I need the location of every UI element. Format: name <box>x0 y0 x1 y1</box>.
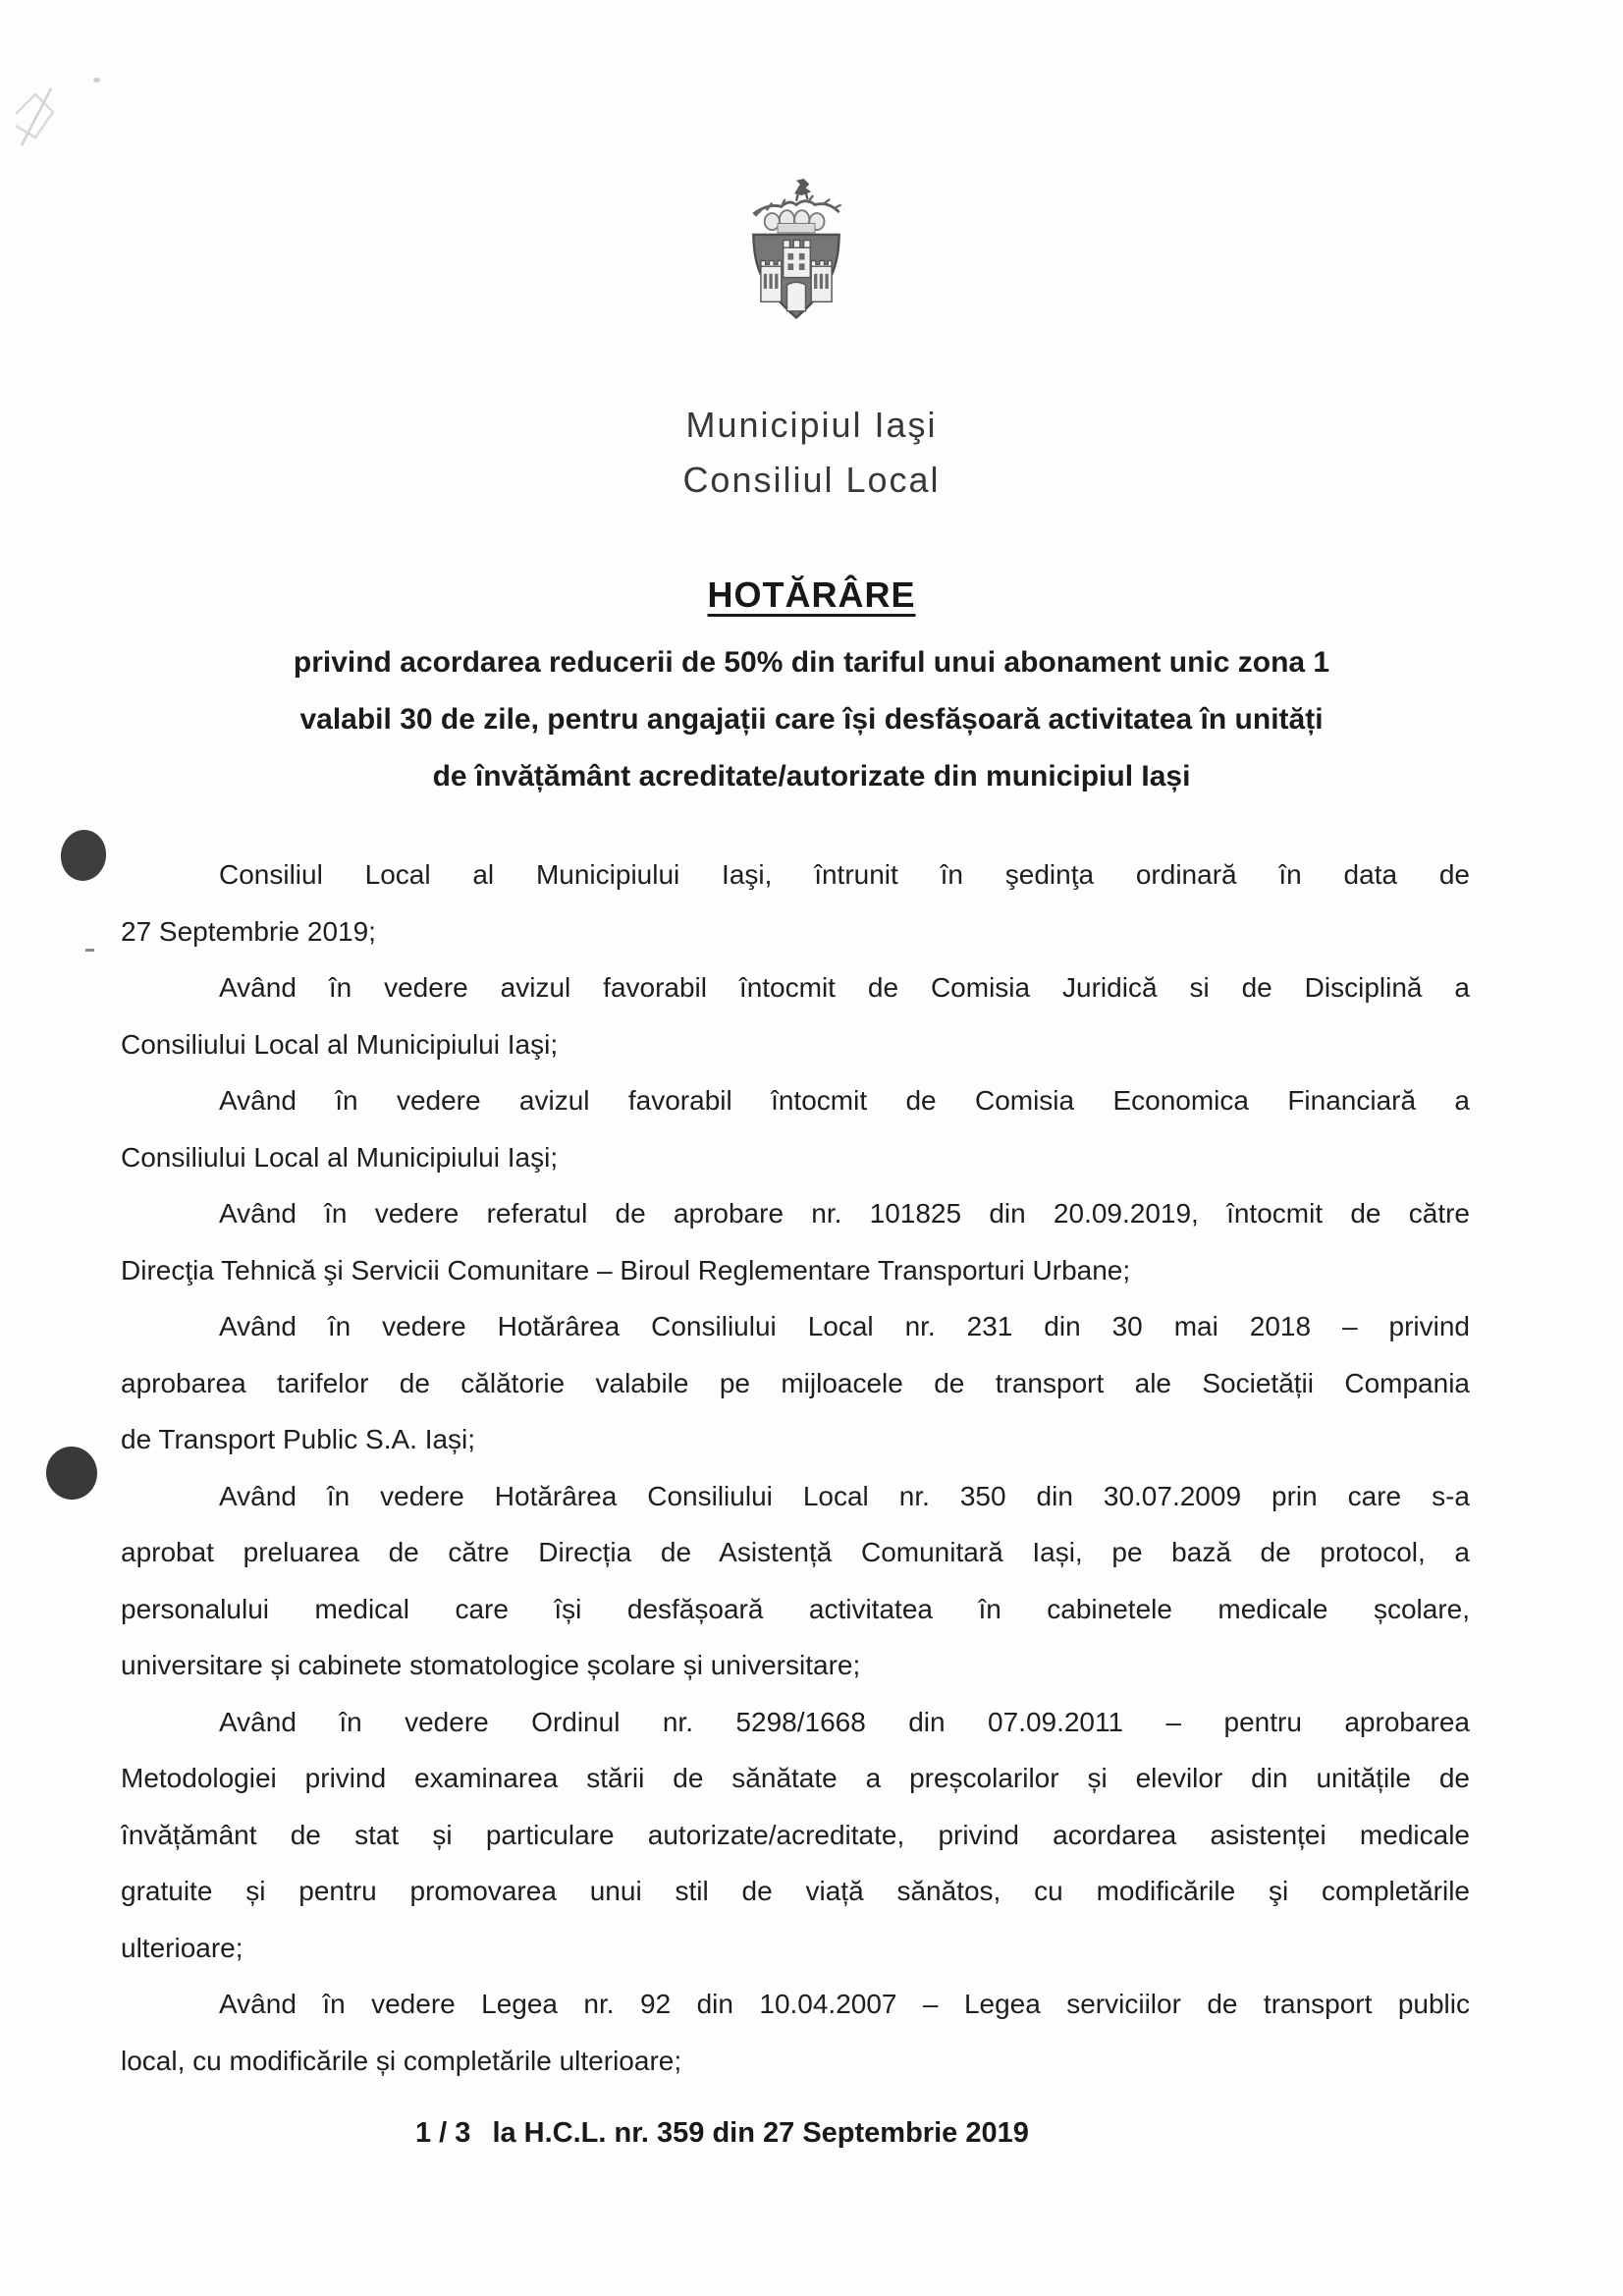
scan-artifact-speck <box>93 78 100 82</box>
letterhead <box>0 398 1623 508</box>
body-line: Având în vedere Legea nr. 92 din 10.04.2007 – Legea serviciilor de transport public <box>219 1989 1470 2019</box>
scan-artifact-dash <box>85 949 94 952</box>
footer-page-indicator: 1 / 3 <box>415 2117 471 2149</box>
document-body <box>121 847 1470 2089</box>
paragraph <box>121 1468 1470 1694</box>
document-subtitle-line-2: valabil 30 de zile, pentru angajații care își desfășoară activitatea în unități <box>299 703 1324 736</box>
punch-hole-mark <box>58 827 110 884</box>
body-line: gratuite și pentru promovarea unui stil de viață sănătos, cu modificările şi completările <box>121 1876 1470 1906</box>
body-line: aprobat preluarea de către Direcția de Asistență Comunitară Iași, pe bază de protocol, a <box>121 1537 1470 1567</box>
document-title <box>0 574 1623 616</box>
body-line: Având în vedere referatul de aprobare nr. 101825 din 20.09.2019, întocmit de către <box>219 1198 1470 1229</box>
body-line: Consiliului Local al Municipiului Iaşi; <box>121 1028 559 1060</box>
body-line: învățământ de stat și particulare autorizate/acreditate, privind acordarea asistenței medicale <box>121 1819 1470 1850</box>
body-line: Metodologiei privind examinarea stării de sănătate a preșcolarilor și elevilor din unitățile de <box>121 1763 1470 1793</box>
document-subtitle-line-1: privind acordarea reducerii de 50% din tariful unui abonament unic zona 1 <box>293 646 1330 679</box>
paragraph <box>121 1976 1470 2089</box>
document-subtitle <box>0 634 1623 805</box>
body-line: Având în vedere Ordinul nr. 5298/1668 din 07.09.2011 – pentru aprobarea <box>219 1706 1470 1737</box>
body-line: Consiliului Local al Municipiului Iaşi; <box>121 1141 559 1173</box>
body-line: Consiliul Local al Municipiului Iaşi, întrunit în şedinţa ordinară în data de <box>219 859 1470 890</box>
body-line: Direcţia Tehnică şi Servicii Comunitare – Biroul Reglementare Transporturi Urbane; <box>121 1254 1131 1285</box>
footer-reference: la H.C.L. nr. 359 din 27 Septembrie 2019 <box>492 2117 1029 2149</box>
letterhead-department: Consiliul Local <box>682 460 941 500</box>
punch-hole-mark <box>43 1444 99 1502</box>
scan-artifact-squiggle <box>6 81 67 157</box>
iasi-city-coat-of-arms-icon <box>738 177 854 326</box>
body-line: Având în vedere avizul favorabil întocmit de Comisia Economica Financiară a <box>219 1085 1470 1116</box>
body-line: local, cu modificările și completările ulterioare; <box>121 2045 682 2076</box>
paragraph <box>121 1072 1470 1185</box>
body-line: ulterioare; <box>121 1932 243 1963</box>
paragraph <box>121 959 1470 1072</box>
body-line: universitare și cabinete stomatologice școlare și universitare; <box>121 1650 861 1680</box>
body-line: Având în vedere Hotărârea Consiliului Local nr. 350 din 30.07.2009 prin care s-a <box>219 1480 1470 1511</box>
body-line: Având în vedere Hotărârea Consiliului Local nr. 231 din 30 mai 2018 – privind <box>219 1311 1470 1341</box>
body-line: 27 Septembrie 2019; <box>121 915 376 947</box>
body-line: de Transport Public S.A. Iași; <box>121 1424 476 1454</box>
paragraph <box>121 1185 1470 1298</box>
body-line: personalului medical care își desfășoară activitatea în cabinetele medicale școlare, <box>121 1593 1470 1624</box>
body-line: aprobarea tarifelor de călătorie valabile pe mijloacele de transport ale Societății Compania <box>121 1367 1470 1398</box>
paragraph <box>121 1298 1470 1468</box>
paragraph <box>121 1694 1470 1977</box>
document-subtitle-line-3: de învățământ acreditate/autorizate din municipiul Iași <box>432 760 1191 793</box>
page-footer <box>415 2117 1029 2150</box>
body-line: Având în vedere avizul favorabil întocmit de Comisia Juridică si de Disciplină a <box>219 972 1470 1003</box>
paragraph <box>121 847 1470 959</box>
letterhead-organization: Municipiul Iaşi <box>685 405 938 445</box>
document-title-text: HOTĂRÂRE <box>707 574 916 615</box>
